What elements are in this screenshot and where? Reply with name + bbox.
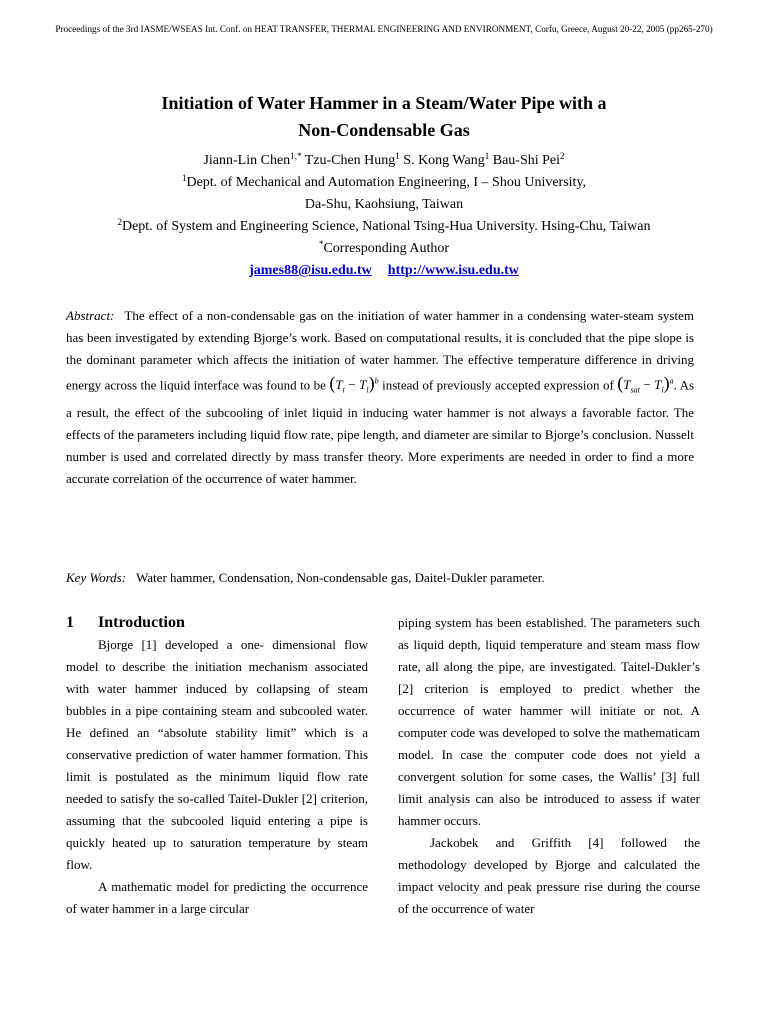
keywords [66,567,694,589]
intro-paragraph-2-continued: piping system has been established. The parameters such as liquid depth, liquid temperature and steam mass flow rate, all along the pipe, are investigated. Taitel-Dukler’s [2] criterion is employed to predict whether the occurrence of water hammer will initiate or not. A computer code was developed to solve the mathematicam model. In case the computer code does not yield a convergent solution for some cases, the Wallis’ [3] full limit analysis can also be introduced to assess if water hammer occurs. [398,615,700,828]
paper-title [0,90,768,144]
author-name: S. Kong Wang [403,153,485,168]
affiliation-2: $^2$Dept. of System and Engineering Science, National Tsing-Hua University. Hsing-Chu, Taiwan [117,217,651,234]
abstract-label: Abstract: [66,308,115,323]
section-title: Introduction [98,614,185,631]
affiliation-1-location: Da-Shu, Kaohsiung, Taiwan [304,197,464,212]
intro-paragraph-1: Bjorge [1] developed a one- dimensional flow model to describe the initiation mechanism associated with water hammer induced by collapsing of steam bubbles in a pipe containing steam and subcooled water. He defined an “absolute stability limit” which is a conservative prediction of water hammer formation. This limit is postulated as the minimum liquid flow rate needed to satisfy the so-called Taitel-Dukler [2] criterion, assuming that the subcooled liquid entering a pipe is quickly heated up to saturation temperature by steam flow. [66,637,368,872]
email-link[interactable]: james88@isu.edu.tw [249,263,372,278]
proceedings-header: Proceedings of the 3rd IASME/WSEAS Int. Conf. on HEAT TRANSFER, THERMAL ENGINEERING AND ENVIRONMENT, Corfu, Greece, August 20-22, 2005 (pp265-270) [55,24,713,34]
intro-paragraph-3: Jackobek and Griffith [4] followed the methodology developed by Bjorge and calculated the impact velocity and peak pressure rise during the course of the occurrence of water [398,835,700,916]
author-name: Bau-Shi Pei [492,153,561,168]
formula-effective-temp-difference: $(T_t - T_l)^b$ [329,373,379,395]
abstract-text-1: The effect of a non-condensable gas on the initiation of water hammer in a condensing water-steam system has been investigated by extending Bjorge’s work. Based on computational results, it is concluded that the pipe slope is the dominant parameter which affects the initiation of water hammer. The effective temperature difference in driving energy across the liquid interface was found to be [66,308,694,393]
formula-subcooling-temp-difference: $(T_{sat} - T_l)^a$ [617,373,674,395]
author-affiliation-mark: 1 [395,151,400,161]
column-left [66,612,368,920]
abstract [66,305,694,490]
title-line-2: Non-Condensable Gas [298,120,470,140]
author-name: Jiann-Lin Chen [203,153,291,168]
abstract-text-3: . As a result, the effect of the subcooling of inlet liquid in inducing water hammer is not always a favorable factor. The effects of the parameters including liquid flow rate, pipe length, and diameter are similar to Bjorge’s conclusion. Nusselt number is used and correlated directly by mass transfer theory. More experiments are needed in order to find a more accurate correlation of the occurrence of water hammer. [66,377,695,486]
author-affiliation-mark: 2 [560,151,565,161]
author-affiliation-mark: 1,* [290,151,302,161]
intro-paragraph-2: A mathematic model for predicting the occurrence of water hammer in a large circular [66,879,368,916]
abstract-text-2: instead of previously accepted expression of [382,377,614,393]
author-list [0,150,768,172]
affiliation-1: $^1$Dept. of Mechanical and Automation Engineering, I – Shou University, [181,173,587,190]
column-right [398,612,700,920]
front-matter [0,150,768,282]
keywords-label: Key Words: [66,570,127,585]
title-line-1: Initiation of Water Hammer in a Steam/Water Pipe with a [161,93,607,113]
website-link[interactable]: http://www.isu.edu.tw [387,263,519,278]
contact-links [0,260,768,282]
author-name: Tzu-Chen Hung [304,153,396,168]
keywords-text: Water hammer, Condensation, Non-condensable gas, Daitel-Dukler parameter. [136,570,545,585]
section-number: 1 [66,614,74,631]
author-affiliation-mark: 1 [484,151,490,161]
section-heading-introduction [66,612,368,634]
corresponding-author-note: *Corresponding Author [318,239,450,256]
